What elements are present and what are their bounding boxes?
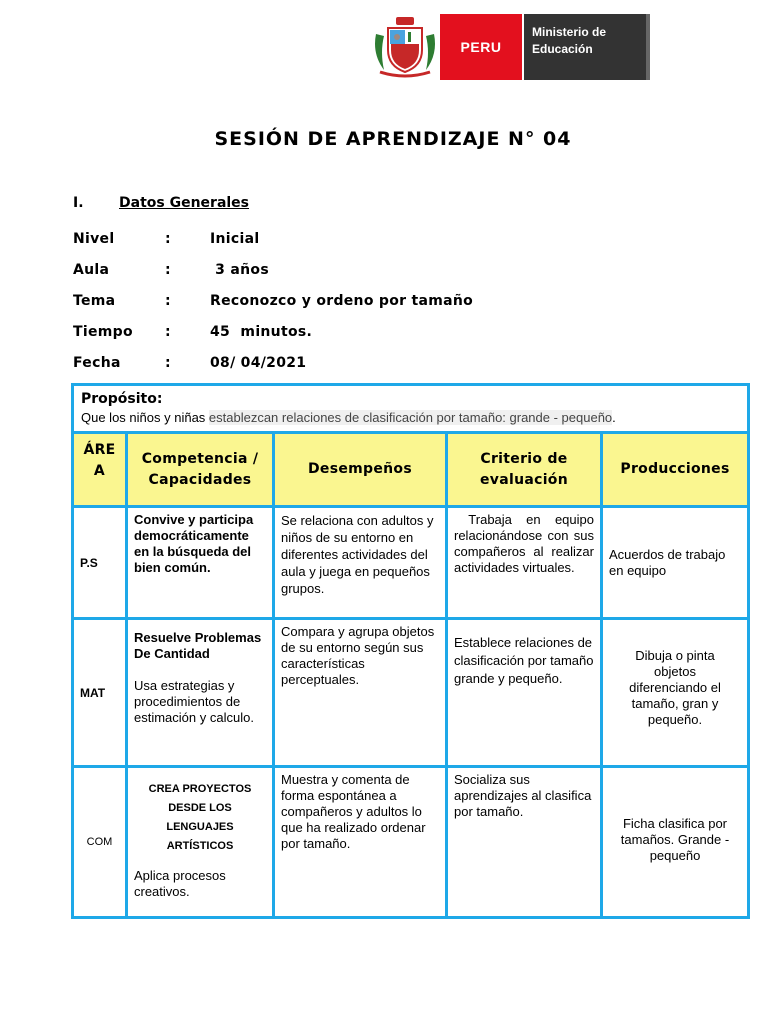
ministry-logo [370, 14, 650, 80]
header-producciones: Producciones [603, 434, 747, 505]
purpose-block [74, 386, 747, 434]
purpose-label: Propósito: [81, 391, 163, 407]
row-competencia: Convive y participa democráticamente en la búsqueda del bien común. [128, 508, 275, 617]
header-criterio-line-2: evaluación [480, 471, 568, 488]
row-area: MAT [74, 620, 128, 765]
row-competencia: Resuelve Problemas De Cantidad [134, 630, 262, 661]
info-separator: : [165, 293, 171, 309]
peru-label: PERU [440, 14, 522, 80]
table-row [74, 768, 747, 916]
table-header-row [74, 434, 747, 508]
section-title: Datos Generales [119, 195, 250, 211]
row-capacidad: Aplica procesos creativos. [134, 868, 226, 899]
session-table [71, 383, 750, 919]
row-capacidad: Usa estrategias y procedimientos de estimación y calculo. [134, 678, 254, 725]
logo-edge [646, 14, 650, 80]
info-value: Inicial [210, 231, 260, 247]
row-competencia-cell [128, 620, 275, 765]
page-title: SESIÓN DE APRENDIZAJE N° 04 [214, 128, 572, 150]
header-competencia [128, 434, 275, 505]
row-produccion: Ficha clasifica por tamaños. Grande -pequeño [620, 816, 730, 863]
info-separator: : [165, 355, 171, 371]
info-separator: : [165, 231, 171, 247]
ministry-line-2: Educación [532, 42, 593, 56]
row-criterio: Trabaja en equipo relacionándose con sus compañeros al realizar actividades virtuales. [448, 508, 603, 617]
header-criterio [448, 434, 603, 505]
purpose-text [81, 410, 740, 425]
info-separator: : [165, 324, 171, 340]
row-produccion [603, 508, 747, 617]
row-competencia: CREA PROYECTOS DESDE LOS LENGUAJES ARTÍSTICOS [148, 783, 252, 852]
info-value: Reconozco y ordeno por tamaño [210, 293, 474, 309]
header-competencia-line-1: Competencia / [141, 450, 259, 467]
row-produccion-text: Acuerdos de trabajo en equipo [609, 546, 726, 578]
peru-coat-of-arms-icon [370, 14, 440, 80]
row-area: COM [74, 768, 128, 916]
header-criterio-line-1: Criterio de [480, 450, 568, 467]
info-label: Aula [73, 262, 110, 278]
row-produccion: Dibuja o pinta objetos diferenciando el tamaño, gran y pequeño. [629, 648, 721, 727]
info-label: Tiempo [73, 324, 133, 340]
info-value: 3 años [210, 262, 269, 278]
section-number: I. [73, 195, 84, 211]
purpose-prefix: Que los niños y niñas [81, 410, 209, 425]
header-area-line-2: A [93, 463, 106, 479]
row-desempeno: Muestra y comenta de forma espontánea a compañeros y adultos lo que ha realizado ordenar por tamaño. [275, 768, 448, 916]
row-area: P.S [74, 508, 128, 617]
row-competencia-cell [128, 768, 275, 916]
info-value: 45 minutos. [210, 324, 313, 340]
header-desempenos: Desempeños [275, 434, 448, 505]
header-area [74, 434, 128, 505]
header-area-line-1: ÁRE [83, 442, 116, 458]
table-row [74, 620, 747, 768]
row-desempeno: Se relaciona con adultos y niños de su entorno en diferentes actividades del aula y juega en pequeños grupos. [275, 508, 448, 617]
info-value: 08/ 04/2021 [210, 355, 307, 371]
row-criterio: Establece relaciones de clasificación por tamaño grande y pequeño. [448, 620, 603, 765]
purpose-highlight: establezcan relaciones de clasificación por tamaño: grande - pequeño [208, 410, 613, 425]
ministry-line-1: Ministerio de [532, 25, 607, 39]
table-row [74, 508, 747, 620]
header-competencia-line-2: Capacidades [148, 471, 252, 488]
purpose-suffix: . [612, 410, 616, 425]
info-label: Nivel [73, 231, 115, 247]
row-desempeno: Compara y agrupa objetos de su entorno según sus características perceptuales. [275, 620, 448, 765]
row-criterio: Socializa sus aprendizajes al clasifica por tamaño. [448, 768, 603, 916]
info-label: Fecha [73, 355, 121, 371]
info-label: Tema [73, 293, 116, 309]
info-separator: : [165, 262, 171, 278]
ministry-name [522, 14, 646, 80]
